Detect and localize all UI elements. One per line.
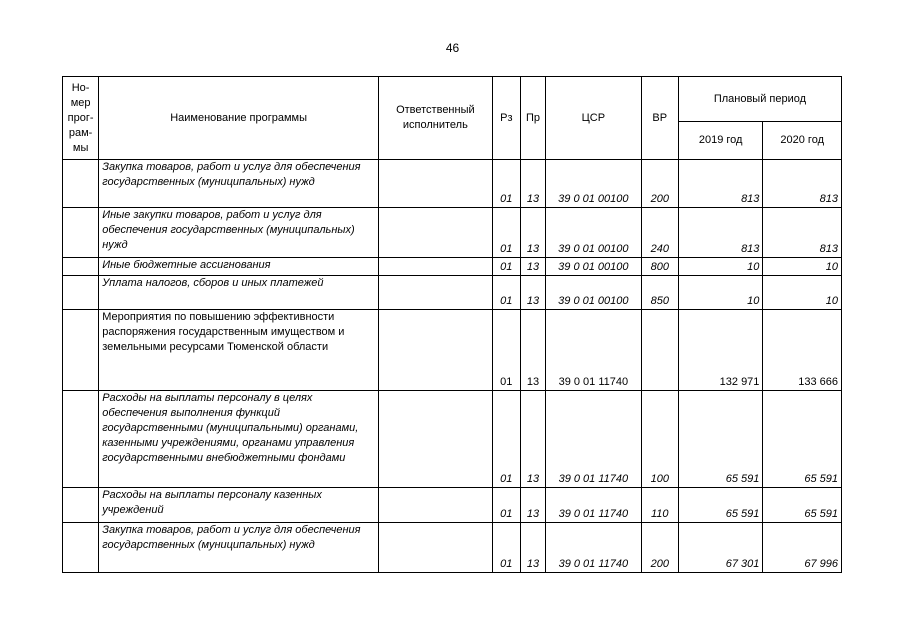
cell-vr: 850 <box>641 276 678 310</box>
cell-amount-2020: 133 666 <box>763 310 842 391</box>
table-row <box>63 488 842 523</box>
table-row <box>63 208 842 258</box>
cell-executor <box>379 310 493 391</box>
cell-amount-2019: 67 301 <box>678 523 763 573</box>
header-vr: ВР <box>641 77 678 160</box>
cell-pr: 13 <box>520 276 545 310</box>
header-program-name: Наименование программы <box>99 77 379 160</box>
cell-program-name: Иные бюджетные ассигнования <box>99 258 379 276</box>
cell-program-name: Расходы на выплаты персоналу казенных учреждений <box>99 488 379 523</box>
header-plan-period: Плановый период <box>678 77 841 122</box>
cell-program-number <box>63 160 99 208</box>
cell-amount-2020: 10 <box>763 258 842 276</box>
cell-rz: 01 <box>492 258 520 276</box>
cell-program-name: Иные закупки товаров, работ и услуг для обеспечения государственных (муниципальных) нужд <box>99 208 379 258</box>
cell-amount-2019: 10 <box>678 258 763 276</box>
cell-csr: 39 0 01 00100 <box>546 258 642 276</box>
cell-csr: 39 0 01 11740 <box>546 310 642 391</box>
cell-pr: 13 <box>520 391 545 488</box>
cell-executor <box>379 488 493 523</box>
cell-amount-2019: 10 <box>678 276 763 310</box>
cell-executor <box>379 160 493 208</box>
table-row <box>63 160 842 208</box>
cell-program-number <box>63 488 99 523</box>
cell-amount-2020: 10 <box>763 276 842 310</box>
cell-program-number <box>63 276 99 310</box>
cell-vr: 200 <box>641 160 678 208</box>
cell-rz: 01 <box>492 488 520 523</box>
header-year-2019: 2019 год <box>678 122 763 160</box>
header-csr: ЦСР <box>546 77 642 160</box>
cell-executor <box>379 208 493 258</box>
cell-amount-2020: 67 996 <box>763 523 842 573</box>
table-row <box>63 391 842 488</box>
cell-rz: 01 <box>492 208 520 258</box>
cell-program-number <box>63 310 99 391</box>
cell-rz: 01 <box>492 276 520 310</box>
header-rz: Рз <box>492 77 520 160</box>
cell-pr: 13 <box>520 488 545 523</box>
budget-table <box>62 76 842 573</box>
cell-program-number <box>63 258 99 276</box>
cell-csr: 39 0 01 11740 <box>546 391 642 488</box>
cell-csr: 39 0 01 11740 <box>546 523 642 573</box>
cell-vr <box>641 310 678 391</box>
cell-program-name: Уплата налогов, сборов и иных платежей <box>99 276 379 310</box>
cell-rz: 01 <box>492 160 520 208</box>
table-row <box>63 258 842 276</box>
cell-program-number <box>63 208 99 258</box>
cell-amount-2020: 65 591 <box>763 488 842 523</box>
header-year-2020: 2020 год <box>763 122 842 160</box>
cell-rz: 01 <box>492 310 520 391</box>
header-executor: Ответственный исполнитель <box>379 77 493 160</box>
cell-pr: 13 <box>520 160 545 208</box>
header-row <box>63 77 842 122</box>
cell-amount-2019: 813 <box>678 208 763 258</box>
cell-executor <box>379 391 493 488</box>
table-row <box>63 276 842 310</box>
cell-pr: 13 <box>520 310 545 391</box>
cell-amount-2019: 132 971 <box>678 310 763 391</box>
cell-pr: 13 <box>520 208 545 258</box>
cell-vr: 200 <box>641 523 678 573</box>
cell-csr: 39 0 01 00100 <box>546 276 642 310</box>
cell-program-number <box>63 391 99 488</box>
cell-program-name: Закупка товаров, работ и услуг для обеспечения государственных (муниципальных) нужд <box>99 523 379 573</box>
cell-program-name: Мероприятия по повышению эффективности распоряжения государственным имуществом и земельными ресурсами Тюменской области <box>99 310 379 391</box>
cell-csr: 39 0 01 00100 <box>546 160 642 208</box>
cell-executor <box>379 258 493 276</box>
header-pr: Пр <box>520 77 545 160</box>
cell-amount-2020: 813 <box>763 160 842 208</box>
cell-vr: 110 <box>641 488 678 523</box>
cell-program-name: Расходы на выплаты персоналу в целях обеспечения выполнения функций государственными (муниципальными) органами, казенными учреждениями, органами управления государственными внебюджетными фондами <box>99 391 379 488</box>
cell-amount-2019: 813 <box>678 160 763 208</box>
cell-csr: 39 0 01 00100 <box>546 208 642 258</box>
cell-vr: 100 <box>641 391 678 488</box>
cell-executor <box>379 523 493 573</box>
cell-executor <box>379 276 493 310</box>
cell-vr: 800 <box>641 258 678 276</box>
cell-program-number <box>63 523 99 573</box>
cell-pr: 13 <box>520 523 545 573</box>
cell-pr: 13 <box>520 258 545 276</box>
cell-vr: 240 <box>641 208 678 258</box>
cell-amount-2020: 813 <box>763 208 842 258</box>
cell-amount-2019: 65 591 <box>678 391 763 488</box>
cell-amount-2020: 65 591 <box>763 391 842 488</box>
cell-program-name: Закупка товаров, работ и услуг для обеспечения государственных (муниципальных) нужд <box>99 160 379 208</box>
page-number: 46 <box>445 41 460 55</box>
table-row <box>63 523 842 573</box>
cell-amount-2019: 65 591 <box>678 488 763 523</box>
cell-rz: 01 <box>492 523 520 573</box>
header-program-number: Но-мер прог-рам-мы <box>63 77 99 160</box>
cell-csr: 39 0 01 11740 <box>546 488 642 523</box>
table-row <box>63 310 842 391</box>
cell-rz: 01 <box>492 391 520 488</box>
